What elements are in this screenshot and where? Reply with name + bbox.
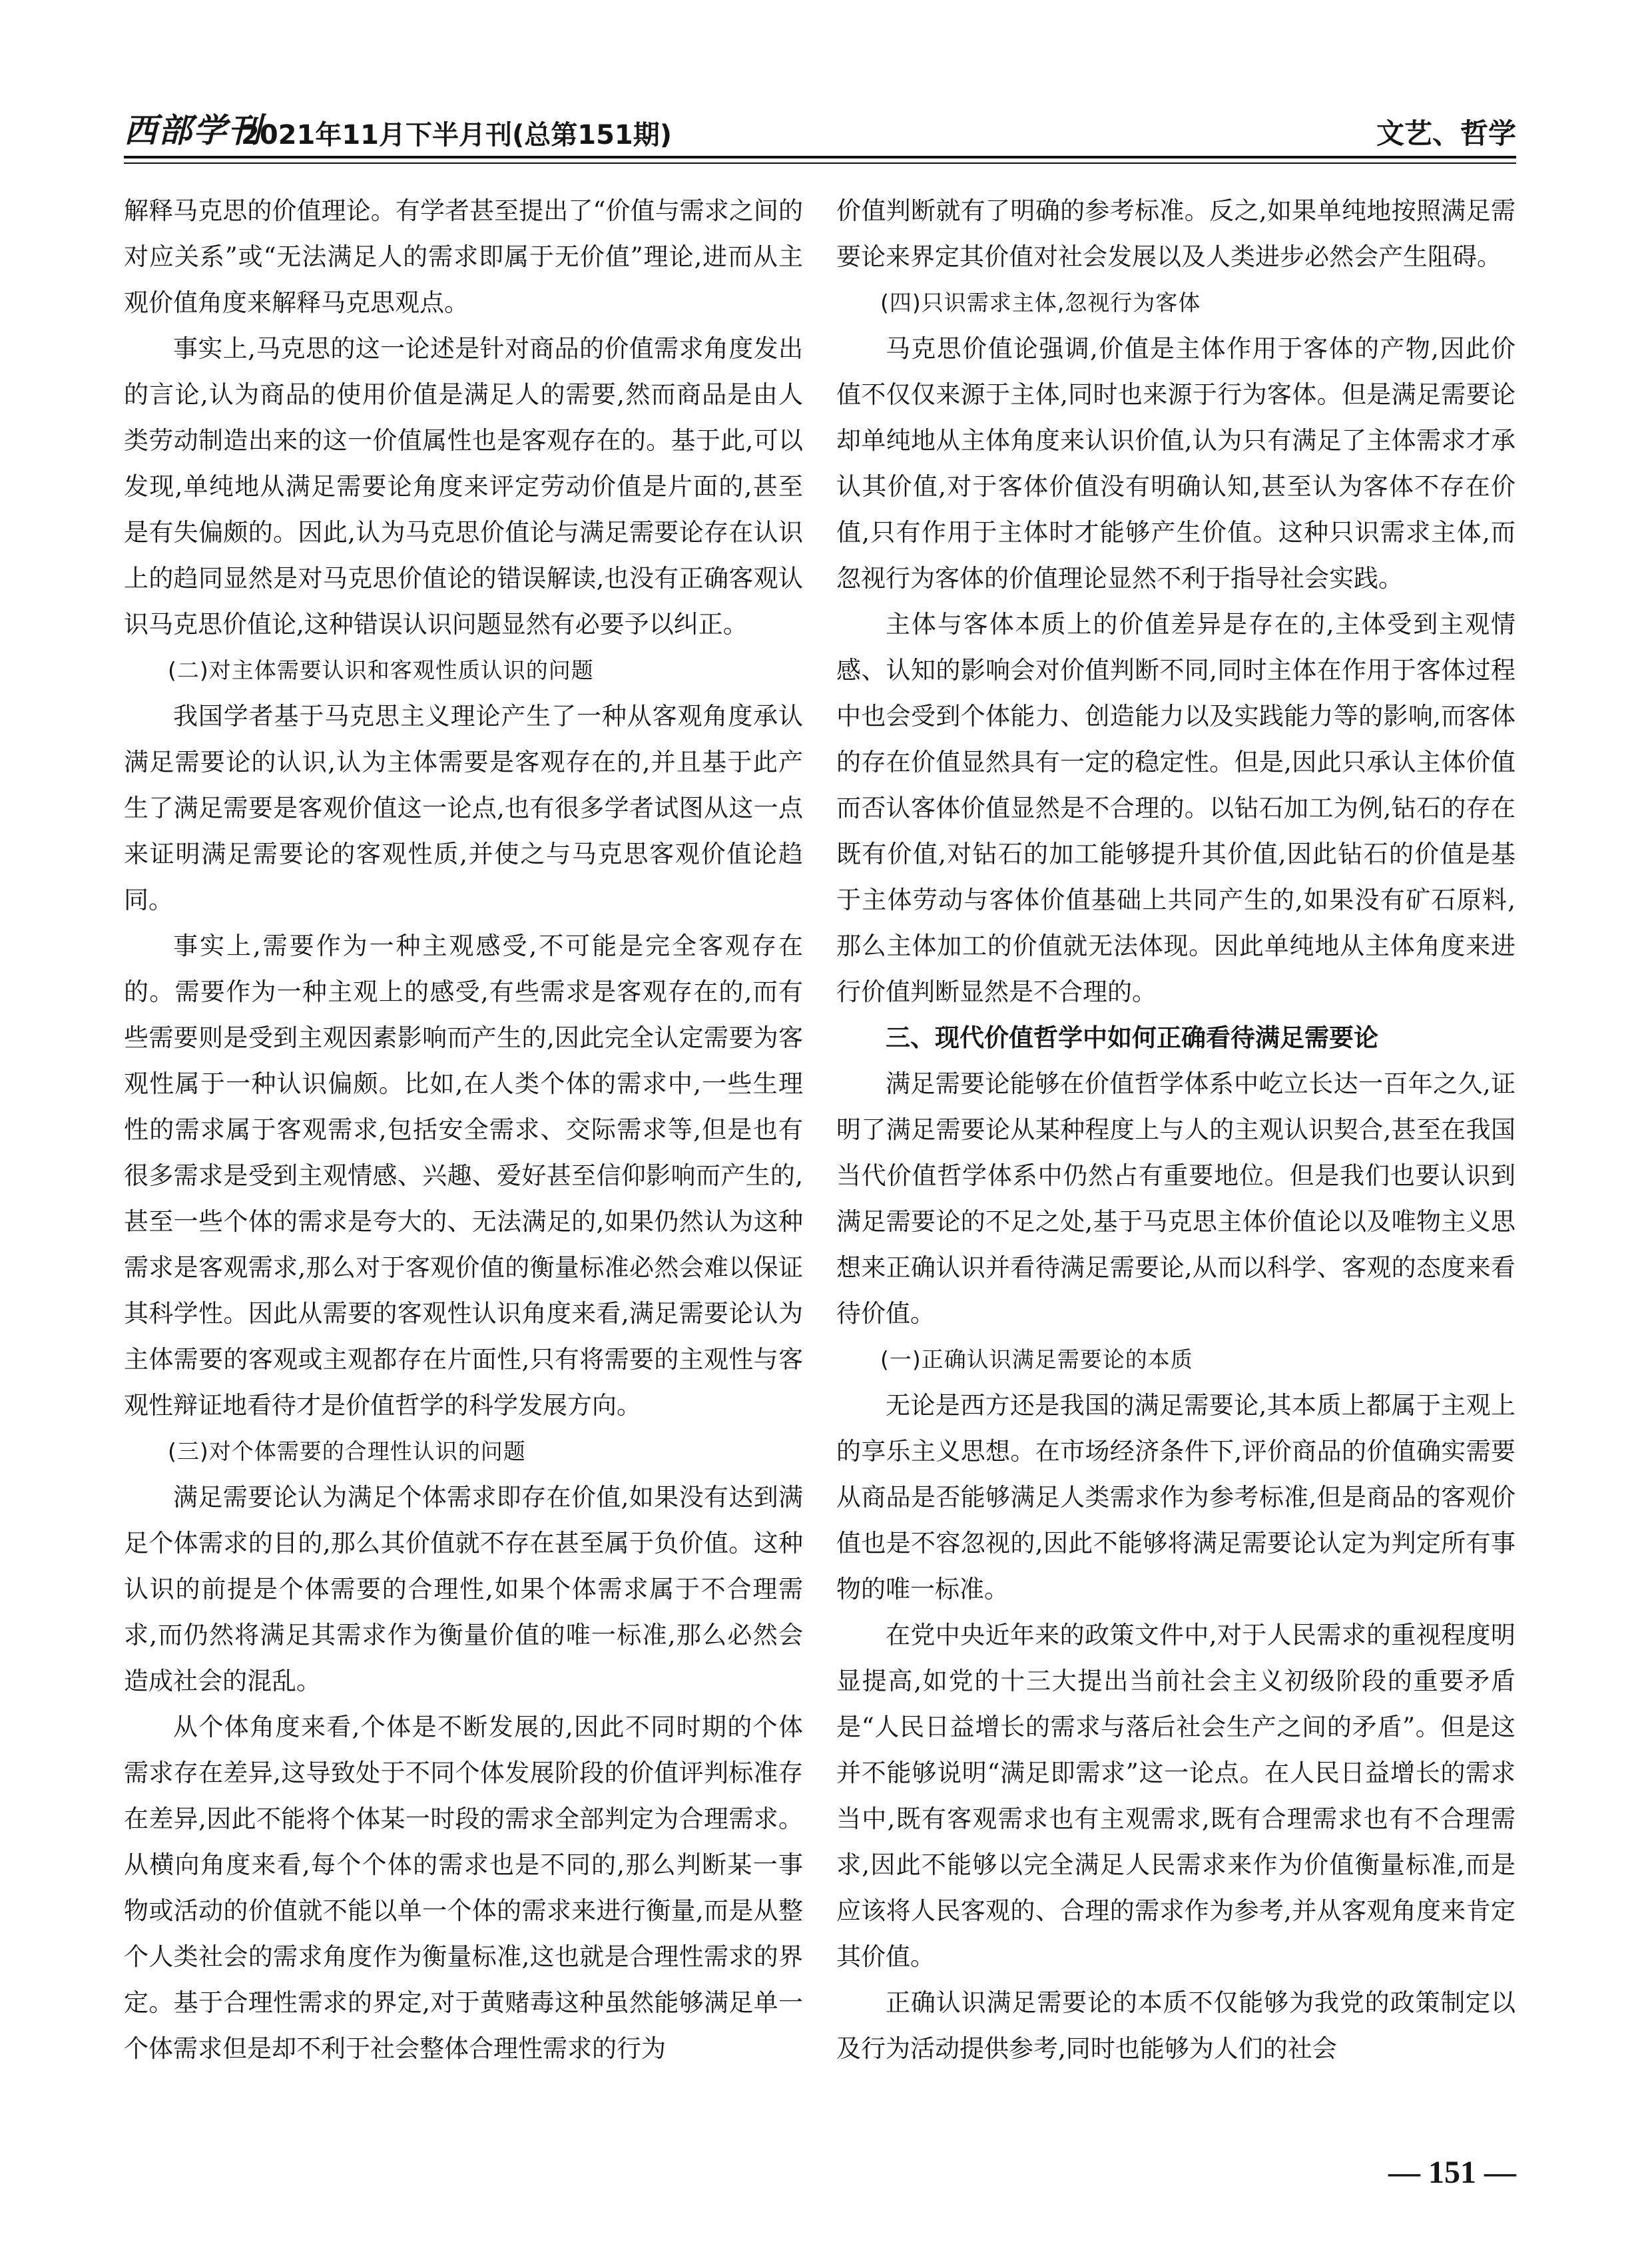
journal-logo: 西部学刊 <box>124 111 262 150</box>
section-label: 文艺、哲学 <box>1376 117 1516 150</box>
left-column <box>124 188 803 2072</box>
paragraph: 事实上,马克思的这一论述是针对商品的价值需求角度发出的言论,认为商品的使用价值是满足人的需要,然而商品是由人类劳动制造出来的这一价值属性也是客观存在的。基于此,可以发现,单纯地从满足需要论角度来评定劳动价值是片面的,甚至是有失偏颇的。因此,认为马克思价值论与满足需要论存在认识上的趋同显然是对马克思价值论的错误解读,也没有正确客观认识马克思价值论,这种错误认识问题显然有必要予以纠正。 <box>124 334 803 639</box>
paragraph: 事实上,需要作为一种主观感受,不可能是完全客观存在的。需要作为一种主观上的感受,有些需求是客观存在的,而有些需要则是受到主观因素影响而产生的,因此完全认定需要为客观性属于一种认识偏颇。比如,在人类个体的需求中,一些生理性的需求属于客观需求,包括安全需求、交际需求等,但是也有很多需求是受到主观情感、兴趣、爱好甚至信仰影响而产生的,甚至一些个体的需求是夸大的、无法满足的,如果仍然认为这种需求是客观需求,那么对于客观价值的衡量标准必然会难以保证其科学性。因此从需要的客观性认识角度来看,满足需要论认为主体需要的客观或主观都存在片面性,只有将需要的主观性与客观性辩证地看待才是价值哲学的科学发展方向。 <box>124 932 803 1420</box>
paragraph: 我国学者基于马克思主义理论产生了一种从客观角度承认满足需要论的认识,认为主体需要是客观存在的,并且基于此产生了满足需要是客观价值这一论点,也有很多学者试图从这一点来证明满足需要论的客观性质,并使之与马克思客观价值论趋同。 <box>124 702 803 914</box>
paragraph: 正确认识满足需要论的本质不仅能够为我党的政策制定以及行为活动提供参考,同时也能够为人们的社会 <box>836 1988 1515 2063</box>
paragraph: 主体与客体本质上的价值差异是存在的,主体受到主观情感、认知的影响会对价值判断不同,同时主体在作用于客体过程中也会受到个体能力、创造能力以及实践能力等的影响,而客体的存在价值显然具有一定的稳定性。但是,因此只承认主体价值而否认客体价值显然是不合理的。以钻石加工为例,钻石的存在既有价值,对钻石的加工能够提升其价值,因此钻石的价值是基于主体劳动与客体价值基础上共同产生的,如果没有矿石原料,那么主体加工的价值就无法体现。因此单纯地从主体角度来进行价值判断显然是不合理的。 <box>836 610 1515 1006</box>
section-heading: 三、现代价值哲学中如何正确看待满足需要论 <box>886 1023 1378 1052</box>
paragraph: 满足需要论能够在价值哲学体系中屹立长达一百年之久,证明了满足需要论从某种程度上与人的主观认识契合,甚至在我国当代价值哲学体系中仍然占有重要地位。但是我们也要认识到满足需要论的不足之处,基于马克思主体价值论以及唯物主义思想来正确认识并看待满足需要论,从而以科学、客观的态度来看待价值。 <box>836 1069 1515 1328</box>
paragraph: 价值判断就有了明确的参考标准。反之,如果单纯地按照满足需要论来界定其价值对社会发展以及人类进步必然会产生阻碍。 <box>836 196 1515 271</box>
running-header <box>124 107 1516 161</box>
subsection-heading: (四)只识需求主体,忽视行为客体 <box>880 290 1201 316</box>
issue-info: 2021年11月下半月刊(总第151期) <box>241 120 673 150</box>
paragraph: 解释马克思的价值理论。有学者甚至提出了“价值与需求之间的对应关系”或“无法满足人的需求即属于无价值”理论,进而从主观价值角度来解释马克思观点。 <box>124 196 803 317</box>
subsection-heading: (一)正确认识满足需要论的本质 <box>880 1346 1193 1372</box>
paragraph: 马克思价值论强调,价值是主体作用于客体的产物,因此价值不仅仅来源于主体,同时也来源于行为客体。但是满足需要论却单纯地从主体角度来认识价值,认为只有满足了主体需求才承认其价值,对于客体价值没有明确认知,甚至认为客体不存在价值,只有作用于主体时才能够产生价值。这种只识需求主体,而忽视行为客体的价值理论显然不利于指导社会实践。 <box>836 334 1515 593</box>
header-rule-thick <box>124 156 1516 158</box>
header-rule-thin <box>124 162 1516 164</box>
paragraph: 无论是西方还是我国的满足需要论,其本质上都属于主观上的享乐主义思想。在市场经济条件下,评价商品的价值确实需要从商品是否能够满足人类需求作为参考标准,但是商品的客观价值也是不容忽视的,因此不能够将满足需要论认定为判定所有事物的唯一标准。 <box>836 1391 1515 1603</box>
right-column <box>836 188 1515 2072</box>
paragraph: 从个体角度来看,个体是不断发展的,因此不同时期的个体需求存在差异,这导致处于不同个体发展阶段的价值评判标准存在差异,因此不能将个体某一时段的需求全部判定为合理需求。从横向角度来看,每个个体的需求也是不同的,那么判断某一事物或活动的价值就不能以单一个体的需求来进行衡量,而是从整个人类社会的需求角度作为衡量标准,这也就是合理性需求的界定。基于合理性需求的界定,对于黄赌毒这种虽然能够满足单一个体需求但是却不利于社会整体合理性需求的行为 <box>124 1713 803 2063</box>
subsection-heading: (二)对主体需要认识和客观性质认识的问题 <box>168 657 594 683</box>
paragraph: 在党中央近年来的政策文件中,对于人民需求的重视程度明显提高,如党的十三大提出当前社会主义初级阶段的重要矛盾是“人民日益增长的需求与落后社会生产之间的矛盾”。但是这并不能够说明“满足即需求”这一论点。在人民日益增长的需求当中,既有客观需求也有主观需求,既有合理需求也有不合理需求,因此不能够以完全满足人民需求来作为价值衡量标准,而是应该将人民客观的、合理的需求作为参考,并从客观角度来肯定其价值。 <box>836 1621 1515 1971</box>
paragraph: 满足需要论认为满足个体需求即存在价值,如果没有达到满足个体需求的目的,那么其价值就不存在甚至属于负价值。这种认识的前提是个体需要的合理性,如果个体需求属于不合理需求,而仍然将满足其需求作为衡量价值的唯一标准,那么必然会造成社会的混乱。 <box>124 1483 803 1695</box>
page-number: — 151 — <box>1388 2155 1516 2190</box>
subsection-heading: (三)对个体需要的合理性认识的问题 <box>168 1438 526 1464</box>
